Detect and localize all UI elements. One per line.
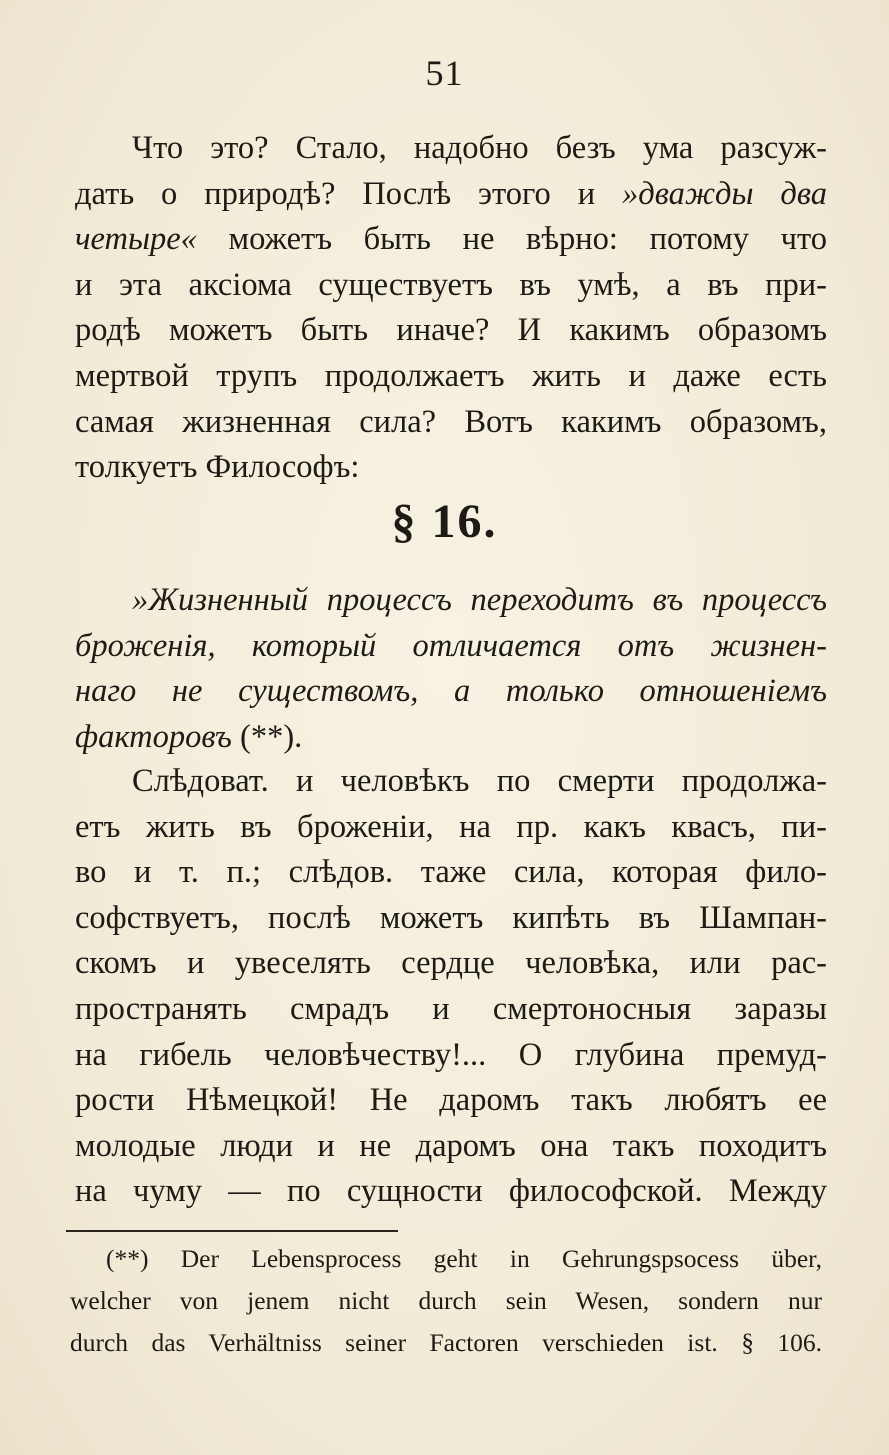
paragraph-2-quote (75, 578, 827, 760)
text-line: молодые люди и не даромъ она такъ походитъ (75, 1127, 827, 1164)
text-line (75, 715, 827, 761)
page-number: 51 (425, 53, 464, 93)
italic-phrase: »дважды два (622, 175, 827, 212)
text-line: во и т. п.; слѣдов. таже сила, которая фило- (75, 854, 827, 891)
text-line (75, 172, 827, 218)
text-line: наго не существомъ, а только отношеніемъ (75, 673, 827, 710)
footnote (70, 1238, 822, 1364)
footnote-divider (66, 1230, 398, 1232)
text-line: и эта аксіома существуетъ въ умѣ, а въ при- (75, 266, 827, 303)
text-line (75, 217, 827, 263)
footnote-line: durch das Verhältniss seiner Factoren verschieden ist. § 106. (70, 1328, 822, 1357)
italic-phrase: четыре« (75, 221, 197, 258)
text-line: броженія, который отличается отъ жизнен- (75, 627, 827, 664)
text-fragment: дать о природѣ? Послѣ этого и (75, 175, 622, 212)
footnote-line: (**) Der Lebensprocess geht in Gehrungspsocess über, (106, 1244, 822, 1273)
paragraph-3 (75, 759, 827, 1215)
text-line: самая жизненная сила? Вотъ какимъ образомъ, (75, 403, 827, 440)
section-heading: § 16. (391, 495, 498, 548)
paragraph-1 (75, 126, 827, 491)
italic-phrase: факторовъ (75, 718, 232, 755)
text-line: Что это? Стало, надобно безъ ума разсуж- (132, 130, 827, 166)
text-line: мертвой трупъ продолжаетъ жить и даже есть (75, 357, 827, 394)
text-line: пространять смрадъ и смертоносныя заразы (75, 990, 827, 1027)
text-line: толкуетъ Философъ: (75, 449, 360, 486)
footnote-line: welcher von jenem nicht durch sein Wesen, sondern nur (70, 1286, 822, 1315)
text-line: на чуму — по сущности философской. Между (75, 1173, 827, 1210)
footnote-ref: (**). (231, 718, 303, 755)
text-line: скомъ и увеселять сердце человѣка, или рас- (75, 945, 827, 982)
text-line: рости Нѣмецкой! Не даромъ такъ любятъ ее (75, 1082, 827, 1119)
text-line: етъ жить въ броженіи, на пр. какъ квасъ, пи- (75, 808, 827, 845)
text-line: »Жизненный процессъ переходитъ въ процессъ (132, 582, 827, 618)
text-line: на гибель человѣчеству!... О глубина премуд- (75, 1036, 827, 1073)
text-line: Слѣдоват. и человѣкъ по смерти продолжа- (132, 763, 827, 799)
text-fragment: можетъ быть не вѣрно: потому что (196, 221, 827, 258)
text-line: родѣ можетъ быть иначе? И какимъ образомъ (75, 312, 827, 349)
text-line: софствуетъ, послѣ можетъ кипѣть въ Шампан- (75, 899, 827, 936)
